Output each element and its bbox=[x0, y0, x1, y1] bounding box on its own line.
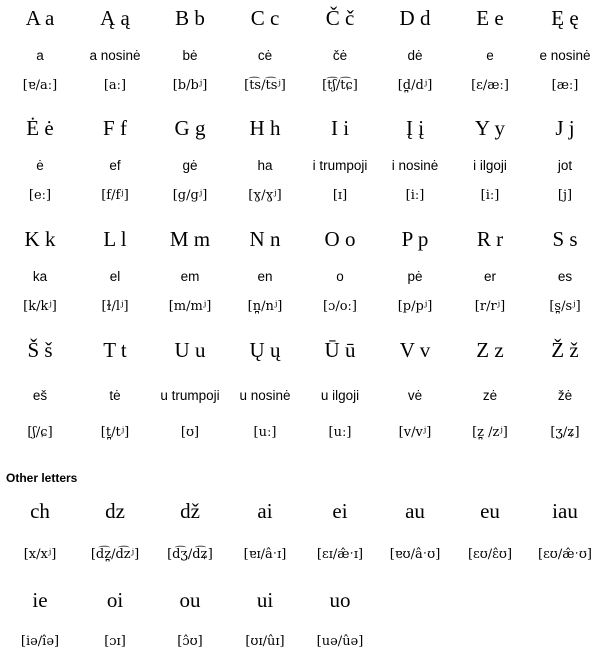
letter-cell: Š š bbox=[27, 338, 53, 362]
letter-cell: V v bbox=[399, 338, 431, 362]
ipa-cell: [r/rʲ] bbox=[474, 299, 506, 314]
letter-name: tė bbox=[109, 388, 121, 403]
ipa-cell: [ʊ] bbox=[180, 425, 200, 440]
letter-cell: N n bbox=[249, 227, 281, 251]
digraph-cell: ou bbox=[179, 588, 201, 612]
letter-cell: Į į bbox=[405, 116, 425, 140]
name-row bbox=[0, 46, 611, 72]
letter-name: ha bbox=[257, 158, 273, 173]
ipa-cell: [t̪/tʲ] bbox=[100, 425, 130, 440]
ipa-cell: [uə/ûə] bbox=[316, 634, 364, 649]
ipa-cell: [uː] bbox=[253, 425, 277, 440]
letter-cell: S s bbox=[552, 227, 578, 251]
ipa-cell: [z̪ /zʲ] bbox=[472, 425, 508, 440]
ipa-cell: [ɛʊ/æ̂ˑʊ] bbox=[538, 547, 592, 562]
digraph-cell: eu bbox=[480, 499, 500, 523]
letter-name: em bbox=[180, 269, 200, 284]
name-row bbox=[0, 386, 611, 412]
letter-name: i trumpoji bbox=[312, 158, 368, 173]
letter-name: žė bbox=[557, 388, 573, 403]
letter-name: cė bbox=[257, 48, 273, 63]
ipa-cell: [ɪ] bbox=[332, 188, 348, 203]
letter-cell: F f bbox=[103, 116, 127, 140]
letter-cell: Ž ž bbox=[551, 338, 579, 362]
letter-cell: O o bbox=[324, 227, 356, 251]
ipa-cell: [iː] bbox=[405, 188, 425, 203]
letter-cell: I i bbox=[330, 116, 350, 140]
ipa-cell: [eː] bbox=[28, 188, 52, 203]
ipa-cell: [x/xʲ] bbox=[23, 547, 57, 562]
letter-cell: Ę ę bbox=[551, 6, 579, 30]
letter-row bbox=[0, 115, 611, 141]
ipa-cell: [iə/îə] bbox=[20, 634, 60, 649]
letter-cell: Ė ė bbox=[26, 116, 54, 140]
letter-name: čė bbox=[332, 48, 348, 63]
letter-name: bė bbox=[182, 48, 198, 63]
ipa-cell: [t͡s/t͡sʲ] bbox=[244, 78, 286, 93]
letter-name: gė bbox=[182, 158, 198, 173]
digraph-cell: ai bbox=[257, 499, 273, 523]
digraph-cell: iau bbox=[552, 499, 578, 523]
digraph-cell: au bbox=[405, 499, 425, 523]
ipa-row bbox=[0, 632, 611, 658]
ipa-cell: [b/bʲ] bbox=[172, 78, 208, 93]
letter-cell: P p bbox=[401, 227, 429, 251]
ipa-row bbox=[0, 423, 611, 449]
letter-cell: A a bbox=[25, 6, 55, 30]
letter-cell: L l bbox=[103, 227, 127, 251]
ipa-row bbox=[0, 545, 611, 571]
digraph-cell: dž bbox=[180, 499, 200, 523]
letter-row bbox=[0, 337, 611, 363]
letter-name: ef bbox=[109, 158, 121, 173]
letter-cell: Ų ų bbox=[249, 338, 281, 362]
ipa-cell: [ɔɪ] bbox=[104, 634, 126, 649]
ipa-cell: [ɛʊ/ɛ̂ʊ] bbox=[467, 547, 513, 562]
letter-name: a bbox=[36, 48, 44, 63]
ipa-cell: [ʃ/ɕ] bbox=[27, 425, 53, 440]
ipa-cell: [ɔ/oː] bbox=[322, 299, 357, 314]
ipa-cell: [ɛɪ/æ̂ˑɪ] bbox=[316, 547, 364, 562]
letter-row bbox=[0, 498, 611, 524]
letter-name: eš bbox=[32, 388, 48, 403]
section-title-other-letters: Other letters bbox=[6, 471, 78, 485]
letter-name: vė bbox=[407, 388, 423, 403]
letter-cell: E e bbox=[476, 6, 504, 30]
letter-cell: Y y bbox=[474, 116, 506, 140]
letter-name: er bbox=[483, 269, 496, 284]
digraph-cell: ch bbox=[30, 499, 50, 523]
name-row bbox=[0, 156, 611, 182]
ipa-cell: [s̪/sʲ] bbox=[549, 299, 581, 314]
letter-cell: U u bbox=[174, 338, 206, 362]
letter-row bbox=[0, 226, 611, 252]
ipa-cell: [g/gʲ] bbox=[172, 188, 208, 203]
ipa-cell: [uː] bbox=[328, 425, 352, 440]
ipa-cell: [d͡ʒ/d͡ʑ] bbox=[167, 547, 213, 562]
letter-cell: B b bbox=[175, 6, 205, 30]
ipa-cell: [ɐɪ/âˑɪ] bbox=[243, 547, 287, 562]
letter-cell: Č č bbox=[325, 6, 355, 30]
ipa-row bbox=[0, 186, 611, 212]
digraph-cell: oi bbox=[106, 588, 124, 612]
digraph-cell: ui bbox=[256, 588, 274, 612]
ipa-cell: [ʊɪ/ûɪ] bbox=[245, 634, 285, 649]
ipa-cell: [ɫ/lʲ] bbox=[101, 299, 129, 314]
letter-name: zė bbox=[482, 388, 498, 403]
letter-name: el bbox=[109, 269, 121, 284]
letter-cell: Ą ą bbox=[100, 6, 130, 30]
letter-name: ka bbox=[32, 269, 48, 284]
ipa-cell: [j] bbox=[557, 188, 573, 203]
ipa-cell: [æː] bbox=[551, 78, 579, 93]
letter-cell: Z z bbox=[476, 338, 504, 362]
digraph-cell: ie bbox=[32, 588, 48, 612]
ipa-cell: [aː] bbox=[103, 78, 127, 93]
letter-name: u nosinė bbox=[239, 388, 291, 403]
letter-cell: D d bbox=[399, 6, 431, 30]
ipa-cell: [ɐ/aː] bbox=[22, 78, 58, 93]
ipa-cell: [d̪/dʲ] bbox=[397, 78, 433, 93]
ipa-cell: [iː] bbox=[480, 188, 500, 203]
letter-row bbox=[0, 587, 611, 613]
ipa-cell: [ɣ/ɣʲ] bbox=[248, 188, 282, 203]
name-row bbox=[0, 267, 611, 293]
ipa-cell: [m/mʲ] bbox=[168, 299, 212, 314]
letter-cell: H h bbox=[249, 116, 281, 140]
ipa-cell: [ʒ/ʑ] bbox=[550, 425, 580, 440]
letter-name: u ilgoji bbox=[320, 388, 360, 403]
ipa-row bbox=[0, 297, 611, 323]
letter-name: ė bbox=[36, 158, 44, 173]
ipa-cell: [f/fʲ] bbox=[101, 188, 129, 203]
letter-name: u trumpoji bbox=[160, 388, 220, 403]
letter-cell: G g bbox=[174, 116, 206, 140]
digraph-cell: dz bbox=[105, 499, 125, 523]
letter-name: o bbox=[336, 269, 344, 284]
letter-name: e bbox=[486, 48, 494, 63]
letter-name: en bbox=[257, 269, 273, 284]
letter-name: a nosinė bbox=[89, 48, 141, 63]
ipa-cell: [p/pʲ] bbox=[397, 299, 433, 314]
digraph-cell: ei bbox=[332, 499, 348, 523]
letter-row bbox=[0, 5, 611, 31]
letter-cell: M m bbox=[169, 227, 211, 251]
digraph-cell: uo bbox=[329, 588, 351, 612]
letter-name: i nosinė bbox=[391, 158, 439, 173]
letter-cell: J j bbox=[555, 116, 575, 140]
letter-name: e nosinė bbox=[539, 48, 591, 63]
ipa-cell: [v/vʲ] bbox=[398, 425, 432, 440]
letter-cell: K k bbox=[24, 227, 56, 251]
letter-name: dė bbox=[407, 48, 423, 63]
letter-name: pė bbox=[407, 269, 423, 284]
ipa-row bbox=[0, 76, 611, 102]
letter-name: jot bbox=[557, 158, 573, 173]
ipa-cell: [ɛ/æː] bbox=[471, 78, 509, 93]
ipa-cell: [t͡ʃ/t͡ɕ] bbox=[322, 78, 358, 93]
letter-cell: T t bbox=[103, 338, 127, 362]
ipa-cell: [k/kʲ] bbox=[23, 299, 57, 314]
ipa-cell: [d͡z̪/d͡zʲ] bbox=[90, 547, 140, 562]
ipa-cell: [ɐʊ/âˑʊ] bbox=[389, 547, 441, 562]
letter-name: es bbox=[557, 269, 573, 284]
letter-cell: R r bbox=[476, 227, 504, 251]
letter-cell: C c bbox=[250, 6, 280, 30]
letter-cell: Ū ū bbox=[324, 338, 356, 362]
ipa-cell: [n̪/nʲ] bbox=[247, 299, 283, 314]
letter-name: i ilgoji bbox=[473, 158, 507, 173]
ipa-cell: [ɔ̂ʊ] bbox=[177, 634, 203, 649]
